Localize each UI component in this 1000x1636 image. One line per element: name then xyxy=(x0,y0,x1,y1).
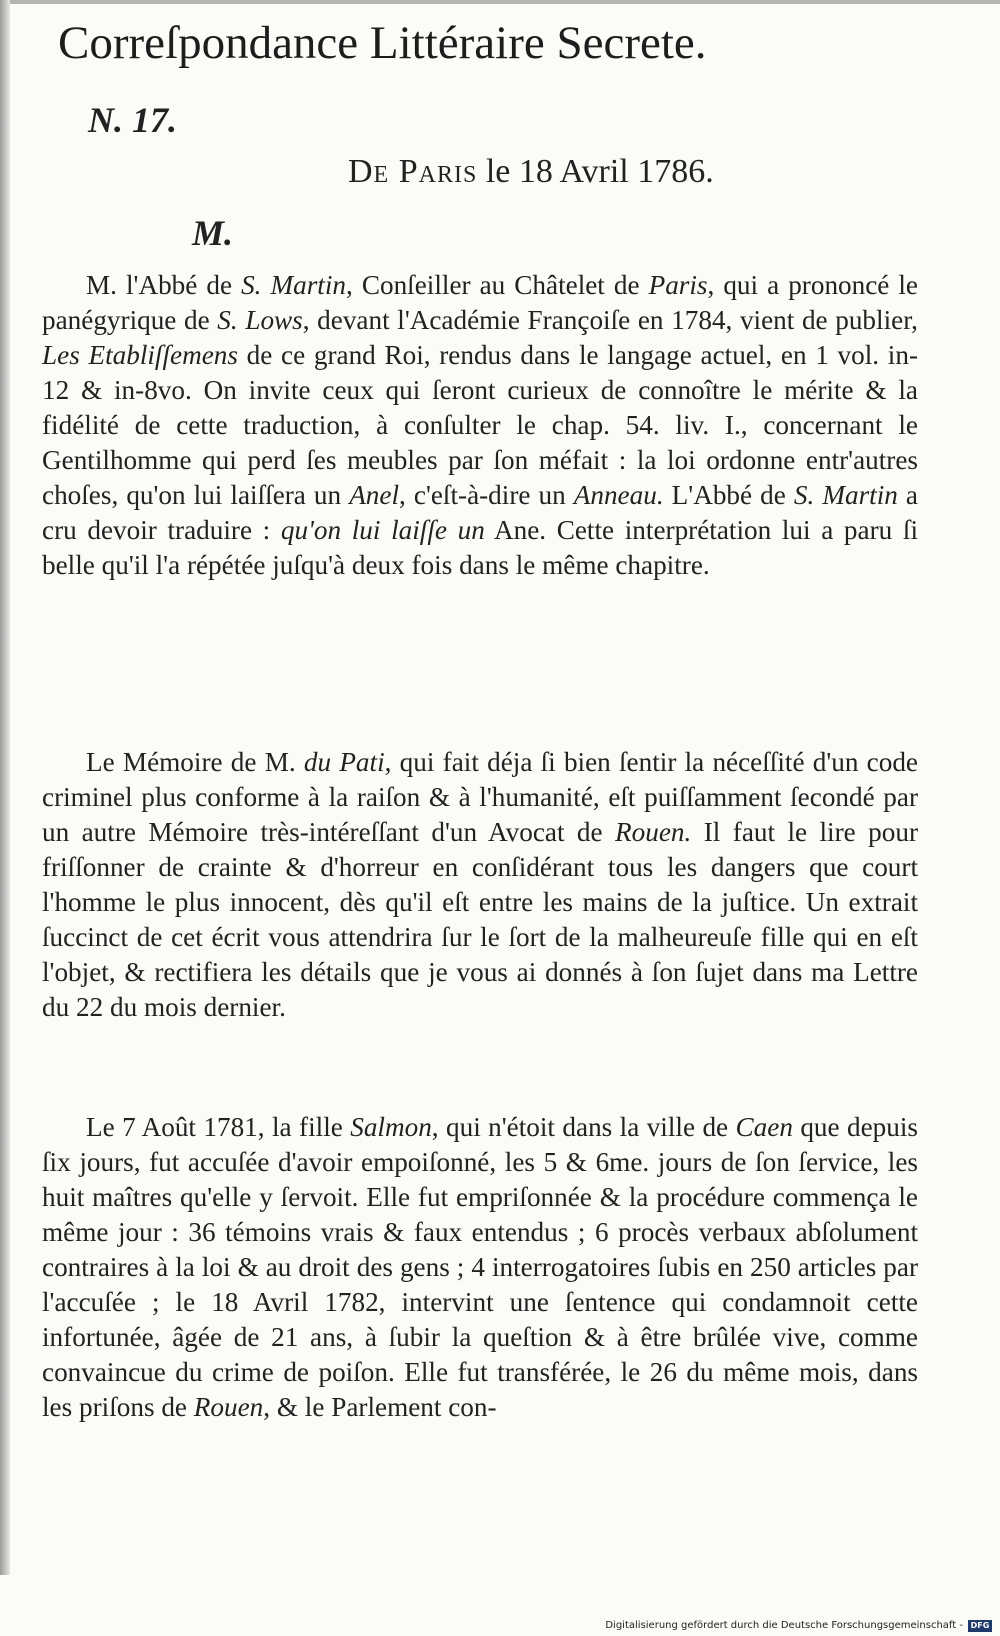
italic-run: S. Lows xyxy=(217,305,303,335)
italic-run: S. Martin xyxy=(241,270,347,300)
dateline-date: le 18 Avril 1786. xyxy=(485,153,714,190)
italic-run: Anel xyxy=(349,480,400,510)
text-run: que depuis ſix jours, fut accuſée d'avoir empoiſonné, les 5 & 6me. jours de ſon ſervice, les huit maîtres qu'elle y ſervoit. Elle fut empriſonnée & la procédure commença le même jour : 36 témoins vrais & faux entendus ; 6 procès verbaux abſolument contraires à la loi & au droit des gens ; 4 interrogatoires ſubis en 250 articles par l'accuſée ; le 18 Avril 1782, intervint une ſentence qui condamnoit cette infortunée, âgée de 21 ans, à ſubir la queſtion & à être brûlée vive, comme convaincue du crime de poiſon. Elle fut transférée, le 26 du même mois, dans les priſons de xyxy=(42,1112,918,1422)
text-run: , qui a prononcé le panégyrique de xyxy=(42,270,919,335)
text-run: L'Abbé de xyxy=(663,480,794,510)
text-run: Il faut le lire pour friſſonner de crainte & d'horreur en conſidérant tous les dangers que court l'homme le plus innocent, dès qu'il eſt entre les mains de la juſtice. Un extrait ſuccinct de cet écrit vous attendrira ſur le ſort de la malheureuſe fille qui en eſt l'objet, & rectifiera les détails que je vous ai donnés à ſon ſujet dans ma Lettre du 22 du mois dernier. xyxy=(42,817,918,1022)
text-run: Ane. Cette interprétation lui a paru ſi belle qu'il l'a répétée juſqu'à deux fois dans le même chapitre. xyxy=(42,515,918,580)
text-run: , qui fait déja ſi bien ſentir la néceſſité d'un code criminel plus conforme à la raiſon & à l'humanité, eſt puiſſamment ſecondé par un autre Mémoire très-intéreſſant d'un Avocat de xyxy=(42,747,918,847)
italic-run: Anneau. xyxy=(573,480,664,510)
italic-run: Rouen xyxy=(193,1392,264,1422)
text-run: de ce grand Roi, rendus dans le langage actuel, en 1 vol. in-12 & in-8vo. On invite ceux qui ſeront curieux de connoître le mérite & la fidélité de cette traduction, à conſulter le chap. 54. liv. I., concernant le Gentilhomme qui perd ſes meubles par ſon méfait : la loi ordonne entr'autres choſes, qu'on lui laiſſera un xyxy=(42,340,918,510)
text-run: , & le Parlement con- xyxy=(263,1392,497,1422)
dfg-logo-icon: DFG xyxy=(968,1620,992,1632)
paragraph-3 xyxy=(42,1110,918,1425)
italic-run: Rouen. xyxy=(615,817,692,847)
text-run: Le Mémoire de M. xyxy=(86,747,304,777)
text-run: , qui n'étoit dans la ville de xyxy=(431,1112,736,1142)
italic-run: qu'on lui laiſſe un xyxy=(280,515,485,545)
dateline-place: De Paris xyxy=(348,153,478,190)
italic-run: Les Etabliſſemens xyxy=(42,340,238,370)
italic-run: Salmon xyxy=(350,1112,432,1142)
text-run: a cru devoir traduire : xyxy=(42,480,918,545)
text-run: M. l'Abbé de xyxy=(86,270,242,300)
paragraph-1 xyxy=(42,268,918,583)
text-run: Le 7 Août 1781, la fille xyxy=(86,1112,351,1142)
dateline xyxy=(348,148,714,196)
text-run: , Conſeiller au Châtelet de xyxy=(346,270,649,300)
page-title: Correſpondance Littéraire Secrete. xyxy=(58,17,707,69)
text-run: , c'eſt-à-dire un xyxy=(399,480,574,510)
issue-number: N. 17. xyxy=(88,100,177,140)
page-binding-edge xyxy=(0,0,10,1575)
italic-run: S. Martin xyxy=(793,480,898,510)
italic-run: Paris xyxy=(648,270,708,300)
paragraph-2 xyxy=(42,745,918,1025)
text-run: , devant l'Académie Françoiſe en 1784, vient de publier, xyxy=(302,305,918,335)
page-top-edge xyxy=(0,0,1000,4)
footer-credit: Digitalisierung gefördert durch die Deutsche Forschungsgemeinschaft - xyxy=(605,1620,963,1631)
italic-run: Caen xyxy=(735,1112,793,1142)
italic-run: du Pati xyxy=(303,747,385,777)
salutation: M. xyxy=(192,213,234,253)
digitization-footer xyxy=(605,1619,992,1633)
